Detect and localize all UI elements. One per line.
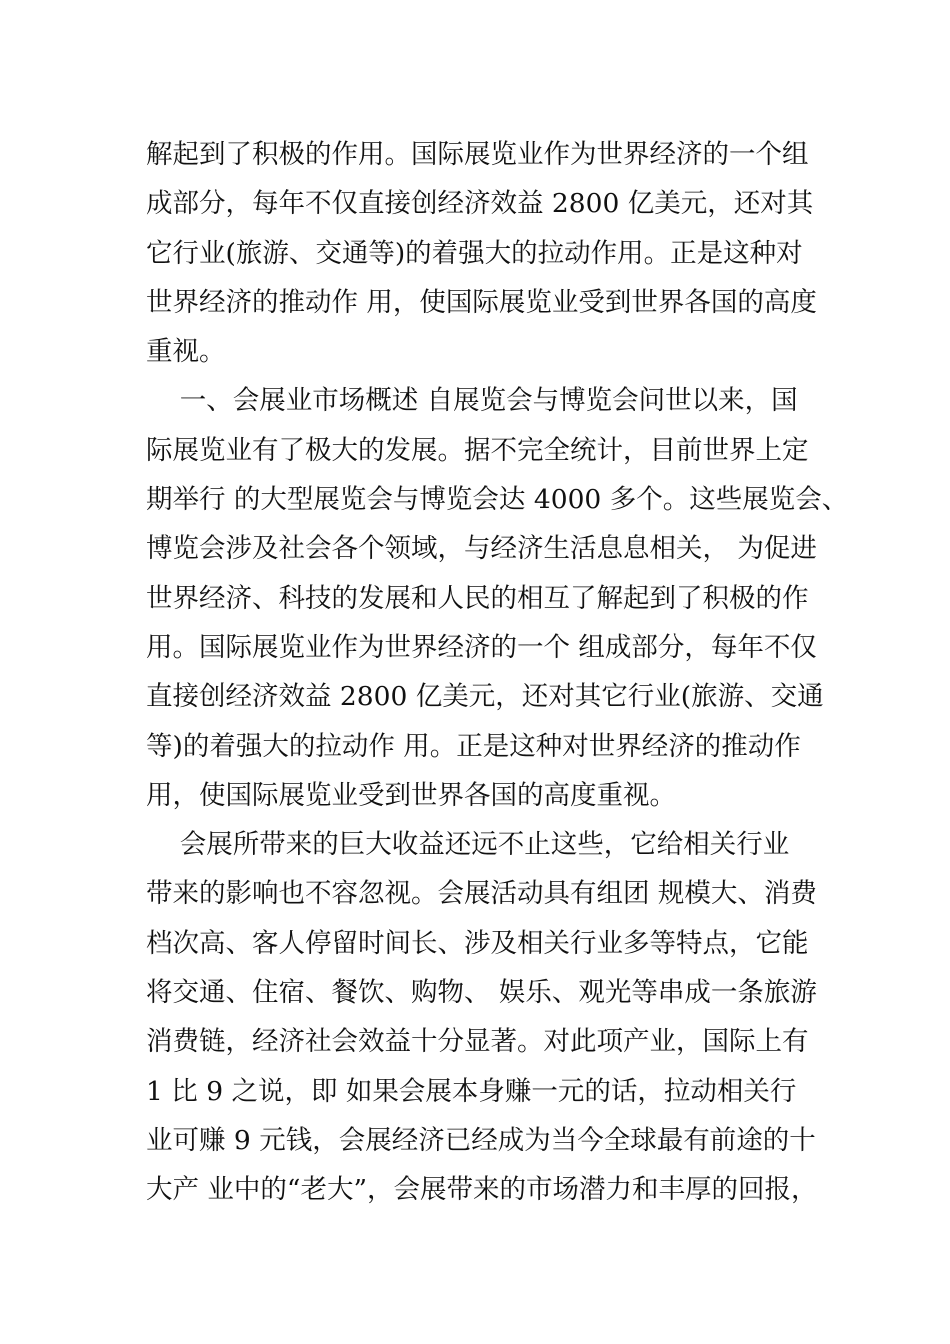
text-line: 一、会展业市场概述 自展览会与博览会问世以来，国 <box>146 385 798 417</box>
text-line: 业可赚 9 元钱，会展经济已经成为当今全球最有前途的十 <box>146 1124 816 1156</box>
text-line: 期举行 的大型展览会与博览会达 4000 多个。这些展览会、 <box>146 484 849 516</box>
text-line: 它行业(旅游、交通等)的着强大的拉动作用。正是这种对 <box>146 237 803 269</box>
text-line: 直接创经济效益 2800 亿美元，还对其它行业(旅游、交通 <box>146 681 824 713</box>
text-line: 解起到了积极的作用。国际展览业作为世界经济的一个组 <box>146 139 809 170</box>
text-line: 等)的着强大的拉动作 用。正是这种对世界经济的推动作 <box>146 730 801 762</box>
text-line: 世界经济的推动作 用，使国际展览业受到世界各国的高度 <box>146 286 817 318</box>
text-line: 际展览业有了极大的发展。据不完全统计，目前世界上定 <box>146 434 809 466</box>
text-line: 档次高、客人停留时间长、涉及相关行业多等特点，它能 <box>146 927 809 959</box>
text-line: 大产 业中的“老大”，会展带来的市场潜力和丰厚的回报， <box>146 1174 818 1206</box>
text-line: 成部分，每年不仅直接创经济效益 2800 亿美元，还对其 <box>146 188 814 220</box>
text-line: 重视。 <box>146 336 226 368</box>
text-line: 会展所带来的巨大收益还远不止这些，它给相关行业 <box>146 829 790 861</box>
text-line: 1 比 9 之说，即 如果会展本身赚一元的话，拉动相关行 <box>146 1075 797 1107</box>
text-line: 将交通、住宿、餐饮、购物、 娱乐、观光等串成一条旅游 <box>146 977 817 1009</box>
text-line: 用，使国际展览业受到世界各国的高度重视。 <box>146 779 676 811</box>
text-line: 博览会涉及社会各个领域，与经济生活息息相关， 为促进 <box>146 533 817 565</box>
body-text <box>146 130 849 1215</box>
text-line: 带来的影响也不容忽视。会展活动具有组团 规模大、消费 <box>146 878 817 910</box>
text-line: 消费链，经济社会效益十分显著。对此项产业，国际上有 <box>146 1026 809 1058</box>
text-line: 世界经济、科技的发展和人民的相互了解起到了积极的作 <box>146 582 809 614</box>
text-line: 用。国际展览业作为世界经济的一个 组成部分，每年不仅 <box>146 631 817 663</box>
